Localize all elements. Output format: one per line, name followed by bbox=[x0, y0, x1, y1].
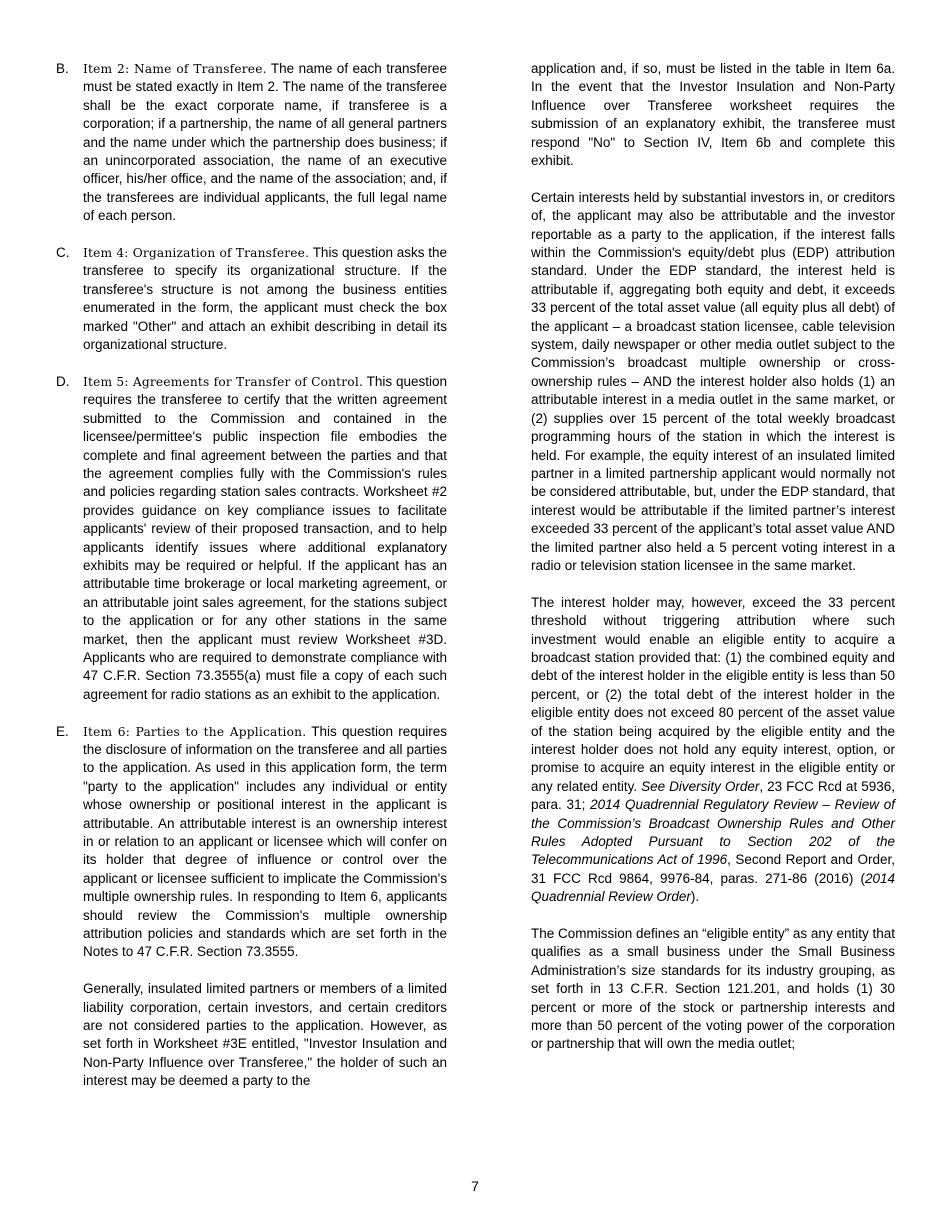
paragraph-threshold-exception bbox=[531, 594, 895, 907]
text-segment: , 23 FCC Rcd at 5936, para. 31; bbox=[531, 778, 895, 813]
item-letter: D. bbox=[56, 373, 70, 389]
item-text: The name of each transferee must be stated exactly in Item 2. The name of the transferee shall be the exact corporate name, if transferee is a corporation; if a partnership, the name of all general partners and the name under which the partnership does business; if an unincorporated association, the name of an executive officer, his/her office, and the name of the association; and, if the transferees are individual applicants, the full legal name of each person. bbox=[83, 61, 447, 224]
citation: 2014 Quadrennial Review Order bbox=[531, 870, 895, 905]
left-column bbox=[56, 60, 448, 1109]
item-text: This question requires the transferee to certify that the written agreement submitted to the Commission and contained in the licensee/permittee's public inspection file embodies the complete and final agreement between the parties and that the agreement complies fully with the Commission's rules and policies regarding station sales contracts. Worksheet #2 provides guidance on key compliance issues to facilitate applicants' review of their proposed transaction, and to help applicants identify issues where additional explanatory exhibits may be required or helpful. If the applicant has an attributable time brokerage or local marketing agreement, or an attributable joint sales agreement, for the stations subject to the application or for any other stations in the same market, then the applicant must review Worksheet #3D. Applicants who are required to demonstrate compliance with 47 C.F.R. Section 73.3555(a) must file a copy of each such agreement for radio stations as an exhibit to the application. bbox=[83, 373, 447, 702]
text-segment: , Second Report and Order, 31 FCC Rcd 9864, 9976-84, paras. 271-86 (2016) ( bbox=[531, 852, 896, 886]
citation: 2014 Quadrennial Regulatory Review – Review of the Commission’s Broadcast Ownership Rules and Other Rules Adopted Pursuant to Section 202 of the Telecommunications Act of 1996 bbox=[531, 797, 895, 868]
item-letter: C. bbox=[56, 245, 70, 261]
item-d bbox=[56, 373, 447, 704]
paragraph-edp-standard: Certain interests held by substantial investors in, or creditors of, the applicant may also be attributable and the investor reportable as a party to the application, if the interest falls within the Commission's equity/debt plus (EDP) attribution standard. Under the EDP standard, the interest held is attributable if, aggregating both equity and debt, it exceeds 33 percent of the total asset value (all equity plus all debt) of the applicant – a broadcast station licensee, cable television system, daily newspaper or other media outlet subject to the Commission’s broadcast multiple ownership or cross-ownership rules – AND the interest holder also holds (1) an attributable interest in a media outlet in the same market, or (2) supplies over 15 percent of the total weekly broadcast programming hours of the station in which the interest is held. For example, the equity interest of an insulated limited partner in a limited partnership applicant would normally not be considered attributable, but, under the EDP standard, that interest would be attributable if the limited partner’s interest exceeded 33 percent of the applicant’s total asset value AND the limited partner also held a 5 percent voting interest in a radio or television station licensee in the same market. bbox=[531, 189, 895, 573]
item-title: Item 5: Agreements for Transfer of Control. bbox=[83, 374, 364, 389]
paragraph-eligible-entity: The Commission defines an “eligible entity” as any entity that qualifies as a small business under the Small Business Administration’s size standards for its industry grouping, as set forth in 13 C.F.R. Section 121.201, and holds (1) 30 percent or more of the stock or partnership interests and more than 50 percent of the voting power of the corporation or partnership that will own the media outlet; bbox=[531, 926, 895, 1052]
item-letter: E. bbox=[56, 723, 69, 739]
text-segment: The interest holder may, however, exceed the 33 percent threshold without triggering attribution where such investment would enable an eligible entity to acquire a broadcast station provided that: (1) the combined equity and debt of the interest holder in the eligible entity is less than 50 percent, or (2) the total debt of the interest holder in the eligible entity does not exceed 80 percent of the asset value of the station being acquired by the eligible entity and the interest holder does not hold any equity interest, option, or promise to acquire an equity interest in the eligible entity or any related entity. bbox=[531, 594, 895, 794]
item-text: This question requires the disclosure of information on the transferee and all parties to the application. As used in this application form, the term "party to the application" includes any individual or entity whose ownership or positional interest in the applicant is attributable. An attributable interest is an ownership interest in or relation to an applicant or licensee which will confer on its holder that degree of influence or control over the applicant or licensee sufficient to implicate the Commission's multiple ownership rules. In responding to Item 6, applicants should review the Commission's multiple ownership attribution policies and standards which are set forth in the Notes to 47 C.F.R. Section 73.3555. bbox=[83, 723, 447, 960]
item-title: Item 6: Parties to the Application. bbox=[83, 724, 307, 739]
item-e-continuation: Generally, insulated limited partners or members of a limited liability corporation, certain investors, and certain creditors are not considered parties to the application. However, as set forth in Worksheet #3E entitled, "Investor Insulation and Non-Party Influence over Transferee," the holder of such an interest may be deemed a party to the bbox=[83, 981, 447, 1089]
paragraph-continuation: application and, if so, must be listed in the table in Item 6a. In the event that the Investor Insulation and Non-Party Influence over Transferee worksheet requires the submission of an explanatory exhibit, the transferee must respond "No" to Section IV, Item 6b and complete this exhibit. bbox=[531, 61, 895, 169]
text-segment: ). bbox=[690, 889, 700, 905]
item-title: Item 4: Organization of Transferee. bbox=[83, 246, 310, 261]
item-title: Item 2: Name of Transferee. bbox=[83, 62, 267, 76]
item-c bbox=[56, 244, 448, 354]
item-letter: B. bbox=[56, 61, 69, 76]
right-column bbox=[531, 60, 895, 1072]
citation: See Diversity Order bbox=[641, 778, 760, 794]
item-text: This question asks the transferee to specify its organizational structure. If the transferee's structure is not among the business entities enumerated in the form, the applicant must check the box marked "Other" and attach an exhibit describing in detail its organizational structure. bbox=[83, 245, 448, 353]
page-number: 7 bbox=[471, 1178, 479, 1194]
item-e bbox=[56, 723, 447, 962]
item-b bbox=[56, 60, 447, 226]
